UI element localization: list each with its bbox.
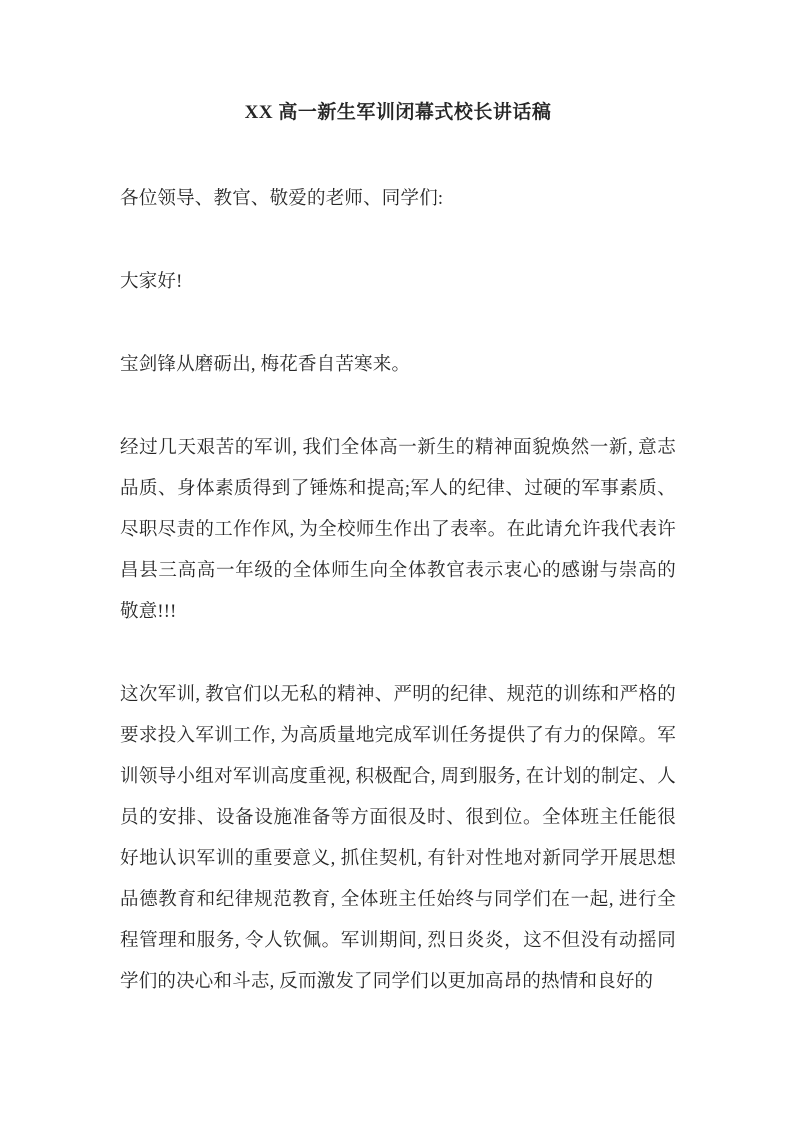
paragraph-body-1: 经过几天艰苦的军训, 我们全体高一新生的精神面貌焕然一新, 意志品质、身体素质得到了锤炼和提高;军人的纪律、过硬的军事素质、尽职尽责的工作作风, 为全校师生作出了表率。在此请允许我代表许昌县三高高一年级的全体师生向全体教官表示衷心的感谢与崇高的敬意!!! [120,438,676,622]
paragraph-greeting: 大家好! [120,272,183,292]
document-title: XX 高一新生军训闭幕式校长讲话稿 [244,102,552,123]
paragraph-body-2: 这次军训, 教官们以无私的精神、严明的纪律、规范的训练和严格的要求投入军训工作, 为高质量地完成军训任务提供了有力的保障。军训领导小组对军训高度重视, 积极配合, 周到服务, 在计划的制定、人员的安排、设备设施准备等方面很及时、很到位。全体班主任能很好地认识军训的重要意义, 抓住契机, 有针对性地对新同学开展思想品德教育和纪律规范教育, 全体班主任始终与同学们在一起, 进行全程管理和服务, 令人钦佩。军训期间, 烈日炎炎，这不但没有动摇同学们的决心和斗志, 反而激发了同学们以更加高昂的热情和良好的 [120,685,676,992]
paragraph-salutation: 各位领导、教官、敬爱的老师、同学们: [120,189,444,209]
paragraph-quote: 宝剑锋从磨砺出, 梅花香自苦寒来。 [120,355,411,375]
